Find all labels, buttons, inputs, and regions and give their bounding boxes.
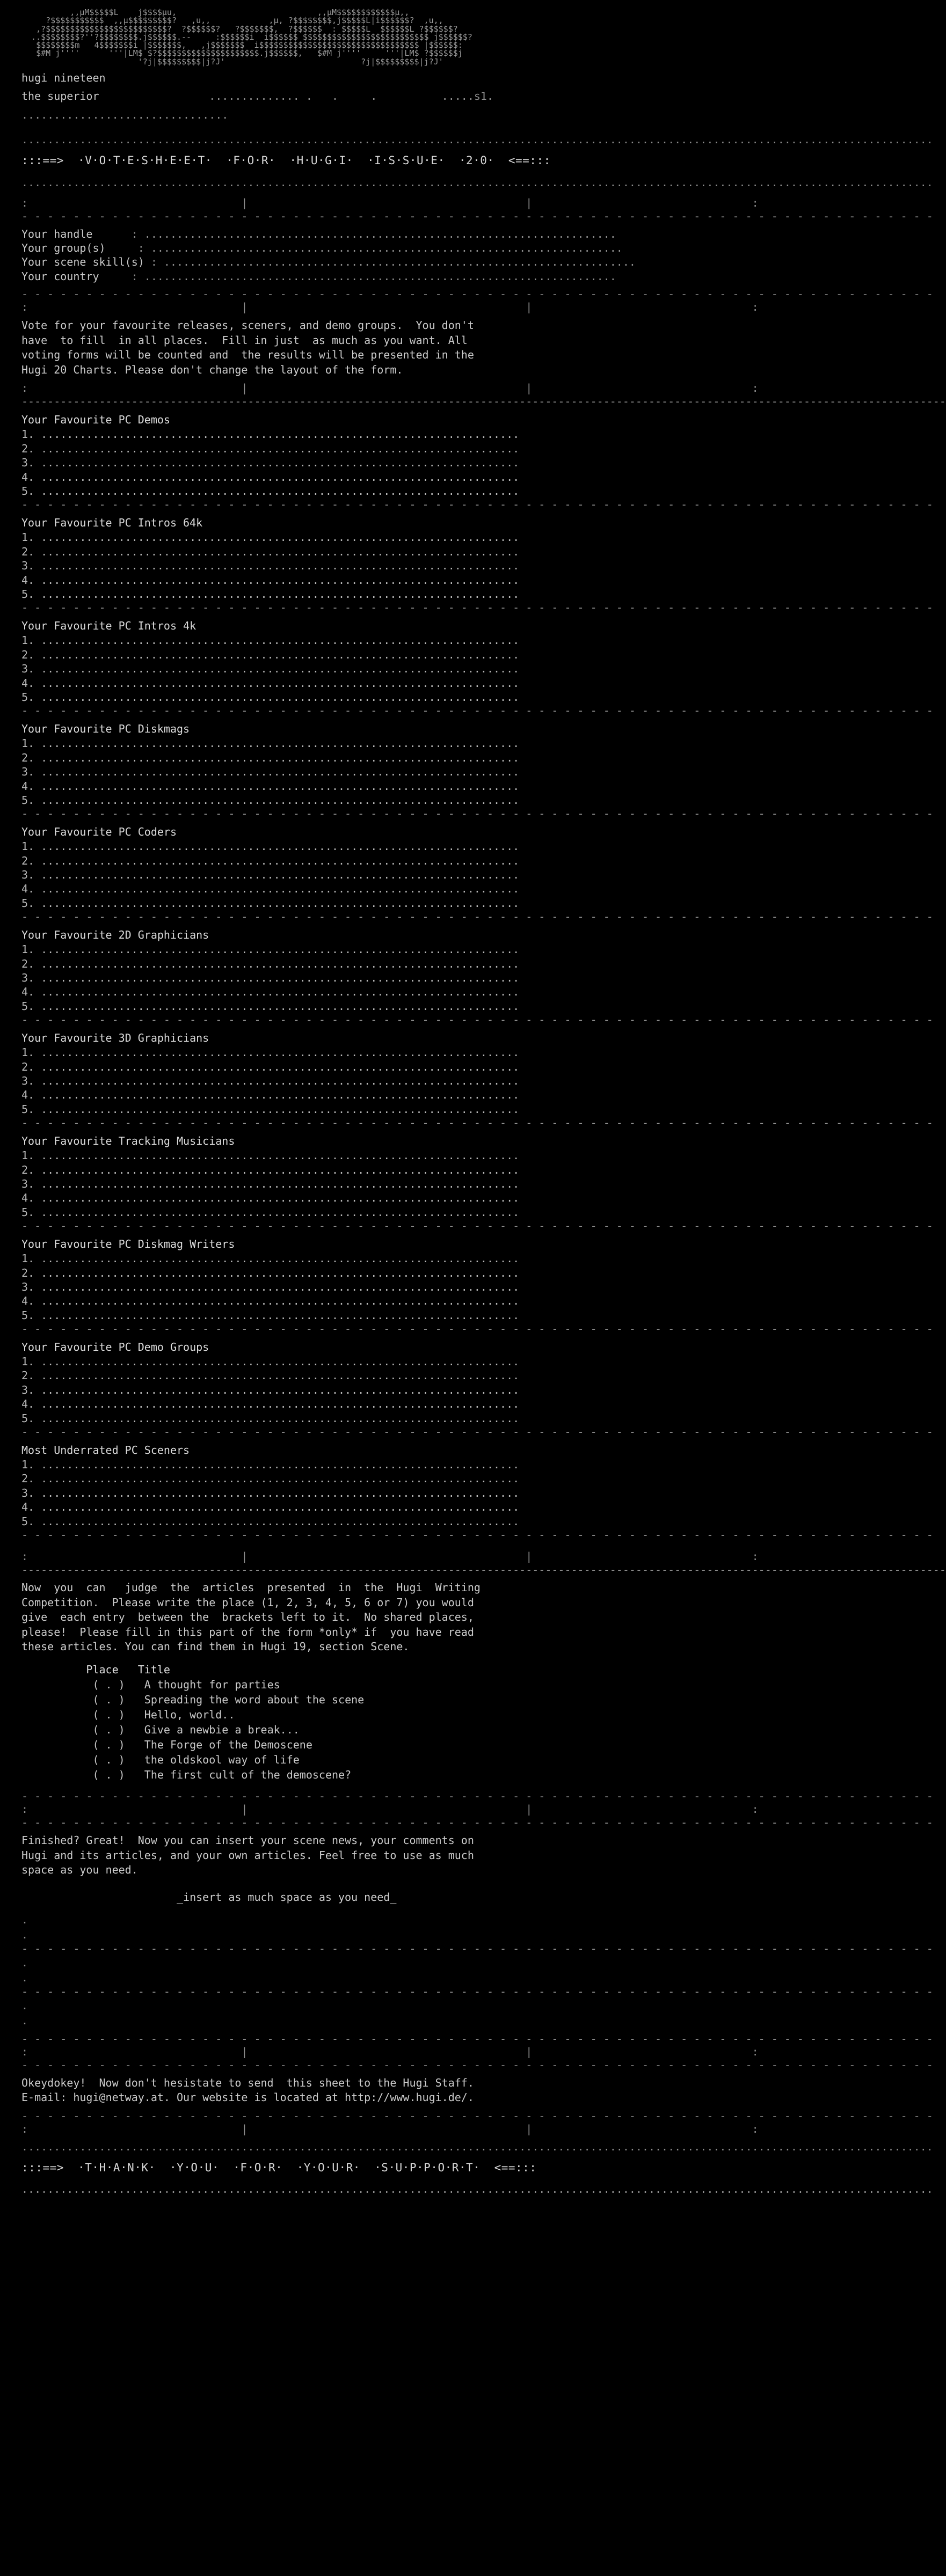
vote-category-title: Your Favourite PC Diskmags (21, 722, 190, 736)
free-space-line[interactable]: . (21, 1971, 28, 1984)
field-input[interactable]: : ......................................................................... (131, 269, 616, 283)
vote-entry-list (0, 427, 773, 498)
vote-category-separator: - - - - - - - - - - - - - - - - - - - - - - - - - - - - - - - - - - - - - - - - - - - - - - - - - - - - - - - - - - - - - - - - - - - - - - - (21, 1528, 933, 1541)
vote-entry-list (0, 1252, 773, 1322)
field-input[interactable]: : ......................................................................... (131, 227, 616, 240)
field-label: Your scene skill(s) (21, 255, 144, 269)
vote-entry-field[interactable]: 5. .......................................................................... (21, 588, 520, 601)
articles-rule-bottom: - - - - - - - - - - - - - - - - - - - - - - - - - - - - - - - - - - - - - - - - - - - - - - - - - - - - - - - - - - - - - - - - - - - - - - - (21, 1789, 933, 1803)
vote-entry-field[interactable]: 2. .......................................................................... (21, 751, 520, 764)
vote-entry-field[interactable]: 3. .......................................................................... (21, 1177, 520, 1190)
vote-entry-field[interactable]: 1. .......................................................................... (21, 1046, 520, 1059)
free-space-separator: - - - - - - - - - - - - - - - - - - - - - - - - - - - - - - - - - - - - - - - - - - - - - - - - - - - - - - - - - - - - - - - - - - - - - - - (21, 1985, 933, 1998)
article-vote-row[interactable] (0, 1767, 773, 1782)
articles-box-top: : | | : (21, 1549, 759, 1563)
article-place-input[interactable]: ( . ) (92, 1768, 125, 1781)
vote-entry-field[interactable]: 4. .......................................................................... (21, 1191, 520, 1205)
vote-category-title: Your Favourite PC Diskmag Writers (21, 1238, 235, 1251)
field-label: Your group(s) (21, 241, 106, 254)
vote-category (0, 1236, 933, 1340)
field-label: Your country (21, 269, 99, 283)
vote-category-title: Your Favourite PC Intros 4k (21, 619, 197, 633)
article-place-input[interactable]: ( . ) (92, 1678, 125, 1691)
vote-category (0, 721, 933, 824)
free-space-separator: - - - - - - - - - - - - - - - - - - - - - - - - - - - - - - - - - - - - - - - - - - - - - - - - - - - - - - - - - - - - - - - - - - - - - - - (21, 1942, 933, 1955)
vote-entry-list (0, 633, 773, 704)
vote-category-separator: - - - - - - - - - - - - - - - - - - - - - - - - - - - - - - - - - - - - - - - - - - - - - - - - - - - - - - - - - - - - - - - - - - - - - - - (21, 1322, 933, 1336)
vote-entry-field[interactable]: 1. .......................................................................... (21, 634, 520, 647)
field-label: Your handle (21, 227, 93, 240)
vote-entry-field[interactable]: 4. .......................................................................... (21, 1294, 520, 1308)
vote-entry-field[interactable]: 5. .......................................................................... (21, 1102, 520, 1116)
article-title: Spreading the word about the scene (144, 1693, 365, 1706)
article-place-input[interactable]: ( . ) (92, 1753, 125, 1766)
vote-category (0, 824, 933, 927)
finish-line: space as you need. (21, 1863, 138, 1877)
vote-category-separator: - - - - - - - - - - - - - - - - - - - - - - - - - - - - - - - - - - - - - - - - - - - - - - - - - - - - - - - - - - - - - - - - - - - - - - - (21, 704, 933, 718)
vote-entry-field[interactable]: 2. .......................................................................... (21, 854, 520, 867)
identity-box-top: : | | : (21, 196, 759, 209)
logo-subtitle-line1: hugi nineteen (21, 71, 106, 85)
vote-entry-field[interactable]: 3. .......................................................................... (21, 559, 520, 573)
vote-entry-field[interactable]: 4. .......................................................................... (21, 573, 520, 587)
intro-line: Vote for your favourite releases, sceners, and demo groups. You don't (21, 319, 474, 332)
article-place-input[interactable]: ( . ) (92, 1723, 125, 1736)
vote-entry-field[interactable]: 4. .......................................................................... (21, 1088, 520, 1102)
vote-entry-field[interactable]: 2. .......................................................................... (21, 1369, 520, 1382)
vote-entry-field[interactable]: 5. .......................................................................... (21, 793, 520, 807)
vote-entry-field[interactable]: 1. .......................................................................... (21, 428, 520, 441)
footer-title: :::==> ·T·H·A·N·K· ·Y·O·U· ·F·O·R· ·Y·O·U·R· ·S·U·P·P·O·R·T· <==::: (21, 2161, 537, 2174)
vote-category-separator: - - - - - - - - - - - - - - - - - - - - - - - - - - - - - - - - - - - - - - - - - - - - - - - - - - - - - - - - - - - - - - - - - - - - - - - (21, 1219, 933, 1233)
vote-category-title: Your Favourite Tracking Musicians (21, 1135, 235, 1148)
vote-entry-field[interactable]: 3. .......................................................................... (21, 1383, 520, 1396)
vote-category-title: Your Favourite PC Intros 64k (21, 516, 203, 530)
article-title: The first cult of the demoscene? (144, 1768, 352, 1781)
okey-box-bottom: : | | : (21, 2122, 759, 2135)
articles-box-bottom: : | | : (21, 1802, 759, 1816)
articles-table (0, 1677, 773, 1782)
article-vote-row[interactable] (0, 1707, 773, 1722)
vote-category (0, 1030, 933, 1133)
articles-intro-line: please! Please fill in this part of the form *only* if you have read (21, 1625, 474, 1638)
vote-entry-list (0, 736, 773, 807)
articles-intro-line: give each entry between the brackets left to it. No shared places, (21, 1611, 474, 1624)
okey-line[interactable]: E-mail: hugi@netway.at. Our website is located at http://www.hugi.de/. (21, 2091, 474, 2104)
column-header-place: Place (86, 1663, 119, 1676)
vote-entry-field[interactable]: 5. .......................................................................... (21, 999, 520, 1013)
ascii-logo-art: ,,µM$$$$$L j$$$$µu, ,,µM$$$$$$$$$$$$µ,, ?$$$$$$$$$$$ ,,µ$$$$$$$$$? ,u,, ,µ, ?$$$$$$$$,j$$$$$L|i$$$$$$? ,u,, ,?$$$$$$$$$$$$$$$$$$$$$$$$$? ?$$$$$$? ?$$$$$$$, ?$$$$$$ : $$$$$L $$$$$$L ?$$$$$$? ..$$$$$$$$?''?$$$$$$$$.j$$$$$$.-- :$$$$$$i i$$$$$$ $$$$$$$$$$$$$$$$$$$$$$$$$$ j$$$$$$? $$$$$$$$m 4$$$$$$$i |$$$$$$$, ,j$$$$$$$ i$$$$$$$$$$$$$$$$$$$$$$$$$$$$$$$$$ |$$$$$$: $#M j'''' '''|LM$ $?$$$$$$$$$$$$$$$$$$$$$.j$$$$$$, $#M j'''' '''|LM$ ?$$$$$$j '?j|$$$$$$$$$|j?J' ?j|$$$$$$$$$|j?J' (31, 8, 472, 67)
vote-entry-field[interactable]: 4. .......................................................................... (21, 470, 520, 484)
article-place-input[interactable]: ( . ) (92, 1738, 125, 1751)
vote-entry-field[interactable]: 2. .......................................................................... (21, 545, 520, 558)
vote-category-separator: - - - - - - - - - - - - - - - - - - - - - - - - - - - - - - - - - - - - - - - - - - - - - - - - - - - - - - - - - - - - - - - - - - - - - - - (21, 807, 933, 821)
article-title: The Forge of the Demoscene (144, 1738, 312, 1751)
logo-subtitle-line3: ................................ (21, 108, 229, 121)
field-input[interactable]: : ......................................................................... (150, 255, 636, 269)
articles-intro-line: Now you can judge the articles presented in the Hugi Writing (21, 1580, 481, 1594)
vote-entry-field[interactable]: 1. .......................................................................... (21, 840, 520, 853)
vote-entry-field[interactable]: 1. .......................................................................... (21, 1355, 520, 1368)
vote-entry-field[interactable]: 4. .......................................................................... (21, 1501, 520, 1514)
vote-category-title: Your Favourite 2D Graphicians (21, 928, 209, 942)
column-header-title: Title (137, 1663, 170, 1676)
insert-space-note: _insert as much space as you need_ (176, 1890, 397, 1904)
field-row[interactable] (21, 255, 752, 269)
vote-entry-field[interactable]: 5. .......................................................................... (21, 1514, 520, 1528)
vote-entry-field[interactable]: 3. .......................................................................... (21, 456, 520, 470)
free-space-line[interactable]: . (21, 2014, 28, 2027)
vote-category-title: Your Favourite PC Coders (21, 825, 177, 839)
vote-entry-field[interactable]: 2. .......................................................................... (21, 1472, 520, 1485)
okey-rule-mid: - - - - - - - - - - - - - - - - - - - - - - - - - - - - - - - - - - - - - - - - - - - - - - - - - - - - - - - - - - - - - - - - - - - - - - - (21, 2058, 933, 2072)
identity-rule-top: - - - - - - - - - - - - - - - - - - - - - - - - - - - - - - - - - - - - - - - - - - - - - - - - - - - - - - - - - - - - - - - - - - - - - - - (21, 209, 933, 223)
vote-entry-field[interactable]: 4. .......................................................................... (21, 676, 520, 690)
free-space-line[interactable]: . (21, 1999, 28, 2012)
intro-rule: ----------------------------------------------------------------------------------------------------------------------------------------------- (21, 395, 946, 408)
vote-entry-field[interactable]: 1. .......................................................................... (21, 1458, 520, 1472)
field-input[interactable]: : ......................................................................... (137, 241, 623, 254)
vote-category (0, 618, 933, 721)
article-vote-row[interactable] (0, 1677, 773, 1692)
free-space-line[interactable]: . (21, 1956, 28, 1969)
article-vote-row[interactable] (0, 1692, 773, 1707)
vote-category-separator: - - - - - - - - - - - - - - - - - - - - - - - - - - - - - - - - - - - - - - - - - - - - - - - - - - - - - - - - - - - - - - - - - - - - - - - (21, 601, 933, 614)
footer-rule-bottom: ............................................................................................................................................. (21, 2183, 933, 2196)
free-space-line[interactable]: . (21, 1928, 28, 1941)
okey-rule-top: - - - - - - - - - - - - - - - - - - - - - - - - - - - - - - - - - - - - - - - - - - - - - - - - - - - - - - - - - - - - - - - - - - - - - - - (21, 2032, 933, 2045)
logo-subtitle-left: the superior (21, 90, 99, 103)
vote-entry-field[interactable]: 3. .......................................................................... (21, 868, 520, 882)
vote-entry-field[interactable]: 1. .......................................................................... (21, 1149, 520, 1162)
vote-category-title: Most Underrated PC Sceners (21, 1444, 190, 1457)
articles-intro-line: Competition. Please write the place (1, 2, 3, 4, 5, 6 or 7) you would (21, 1596, 474, 1609)
vote-entry-field[interactable]: 2. .......................................................................... (21, 648, 520, 661)
vote-category (0, 515, 933, 618)
article-title: the oldskool way of life (144, 1753, 300, 1766)
logo-subtitle-line2 (0, 84, 773, 103)
vote-entry-field[interactable]: 3. .......................................................................... (21, 1074, 520, 1087)
vote-entry-field[interactable]: 2. .......................................................................... (21, 1163, 520, 1176)
identity-rule-bottom: - - - - - - - - - - - - - - - - - - - - - - - - - - - - - - - - - - - - - - - - - - - - - - - - - - - - - - - - - - - - - - - - - - - - - - - (21, 288, 933, 301)
vote-entry-field[interactable]: 3. .......................................................................... (21, 1486, 520, 1499)
vote-entry-list (0, 1148, 773, 1219)
free-space-line[interactable]: . (21, 1913, 28, 1926)
articles-table-header (0, 1662, 773, 1677)
vote-entry-field[interactable]: 5. .......................................................................... (21, 1308, 520, 1322)
vote-entry-field[interactable]: 3. .......................................................................... (21, 1280, 520, 1293)
vote-entry-field[interactable]: 5. .......................................................................... (21, 485, 520, 498)
vote-category-separator: - - - - - - - - - - - - - - - - - - - - - - - - - - - - - - - - - - - - - - - - - - - - - - - - - - - - - - - - - - - - - - - - - - - - - - - (21, 910, 933, 924)
vote-entry-field[interactable]: 5. .......................................................................... (21, 1411, 520, 1425)
vote-entry-list (0, 1458, 773, 1528)
vote-category (0, 412, 933, 515)
vote-category-separator: - - - - - - - - - - - - - - - - - - - - - - - - - - - - - - - - - - - - - - - - - - - - - - - - - - - - - - - - - - - - - - - - - - - - - - - (21, 1425, 933, 1439)
vote-entry-field[interactable]: 2. .......................................................................... (21, 442, 520, 455)
vote-category-title: Your Favourite PC Demo Groups (21, 1341, 209, 1354)
vote-entry-field[interactable]: 1. .......................................................................... (21, 1252, 520, 1265)
vote-entry-field[interactable]: 4. .......................................................................... (21, 779, 520, 793)
header-rule-bottom: ............................................................................................................................................. (21, 175, 933, 189)
identity-box-bottom: : | | : (21, 301, 759, 314)
article-title: Hello, world.. (144, 1708, 235, 1721)
vote-entry-field[interactable]: 2. .......................................................................... (21, 1060, 520, 1073)
footer-rule-top: ............................................................................................................................................. (21, 2140, 933, 2153)
vote-entry-field[interactable]: 1. .......................................................................... (21, 737, 520, 750)
vote-entry-list (0, 942, 773, 1013)
okey-box-top: : | | : (21, 2045, 759, 2058)
vote-entry-list (0, 839, 773, 910)
finish-rule-top: - - - - - - - - - - - - - - - - - - - - - - - - - - - - - - - - - - - - - - - - - - - - - - - - - - - - - - - - - - - - - - - - - - - - - - - (21, 1816, 933, 1829)
vote-entry-field[interactable]: 5. .......................................................................... (21, 690, 520, 704)
field-row[interactable] (21, 269, 752, 283)
article-vote-row[interactable] (0, 1722, 773, 1737)
article-title: Give a newbie a break... (144, 1723, 300, 1736)
article-title: A thought for parties (144, 1678, 280, 1691)
article-place-input[interactable]: ( . ) (92, 1693, 125, 1706)
okey-rule-bottom: - - - - - - - - - - - - - - - - - - - - - - - - - - - - - - - - - - - - - - - - - - - - - - - - - - - - - - - - - - - - - - - - - - - - - - - (21, 2109, 933, 2123)
vote-entry-field[interactable]: 2. .......................................................................... (21, 957, 520, 970)
free-space-area[interactable] (0, 1912, 933, 2028)
vote-category-title: Your Favourite PC Demos (21, 413, 170, 427)
vote-entry-list (0, 530, 773, 601)
vote-entry-field[interactable]: 3. .......................................................................... (21, 765, 520, 779)
vote-entry-field[interactable]: 5. .......................................................................... (21, 1205, 520, 1219)
vote-category (0, 1340, 933, 1443)
vote-category-title: Your Favourite 3D Graphicians (21, 1031, 209, 1045)
articles-rule-top: ----------------------------------------------------------------------------------------------------------------------------------------------- (21, 1563, 946, 1576)
okey-line: Okeydokey! Now don't hesistate to send this sheet to the Hugi Staff. (21, 2076, 474, 2089)
vote-entry-field[interactable]: 1. .......................................................................... (21, 531, 520, 544)
vote-entry-field[interactable]: 4. .......................................................................... (21, 985, 520, 999)
vote-category-separator: - - - - - - - - - - - - - - - - - - - - - - - - - - - - - - - - - - - - - - - - - - - - - - - - - - - - - - - - - - - - - - - - - - - - - - - (21, 498, 933, 511)
article-place-input[interactable]: ( . ) (92, 1708, 125, 1721)
finish-line: Finished? Great! Now you can insert your scene news, your comments on (21, 1833, 474, 1847)
vote-categories (0, 412, 933, 1545)
finish-line: Hugi and its articles, and your own articles. Feel free to use as much (21, 1848, 474, 1862)
vote-category (0, 927, 933, 1030)
logo-subtitle-right: .............. . . . .....s1. (209, 90, 494, 103)
intro-line: voting forms will be counted and the results will be presented in the (21, 348, 474, 362)
vote-entry-field[interactable]: 5. .......................................................................... (21, 896, 520, 910)
vote-entry-field[interactable]: 3. .......................................................................... (21, 662, 520, 676)
intro-box-bottom: : | | : (21, 382, 759, 395)
vote-entry-field[interactable]: 1. .......................................................................... (21, 943, 520, 956)
field-row[interactable] (21, 241, 752, 255)
articles-intro-line: these articles. You can find them in Hugi 19, section Scene. (21, 1640, 410, 1653)
vote-entry-field[interactable]: 2. .......................................................................... (21, 1266, 520, 1279)
article-vote-row[interactable] (0, 1737, 773, 1752)
vote-category-separator: - - - - - - - - - - - - - - - - - - - - - - - - - - - - - - - - - - - - - - - - - - - - - - - - - - - - - - - - - - - - - - - - - - - - - - - (21, 1116, 933, 1130)
vote-category (0, 1133, 933, 1236)
page-title: :::==> ·V·O·T·E·S·H·E·E·T· ·F·O·R· ·H·U·G·I· ·I·S·S·U·E· ·2·0· <==::: (21, 154, 551, 167)
vote-entry-field[interactable]: 4. .......................................................................... (21, 882, 520, 896)
vote-entry-field[interactable]: 4. .......................................................................... (21, 1397, 520, 1411)
intro-line: have to fill in all places. Fill in just as much as you want. All (21, 333, 468, 347)
identity-fields (0, 227, 773, 284)
vote-entry-list (0, 1045, 773, 1116)
vote-category-separator: - - - - - - - - - - - - - - - - - - - - - - - - - - - - - - - - - - - - - - - - - - - - - - - - - - - - - - - - - - - - - - - - - - - - - - - (21, 1013, 933, 1027)
intro-line: Hugi 20 Charts. Please don't change the layout of the form. (21, 363, 403, 376)
article-vote-row[interactable] (0, 1752, 773, 1767)
header-rule-top: ............................................................................................................................................. (21, 133, 933, 147)
vote-entry-field[interactable]: 3. .......................................................................... (21, 971, 520, 985)
field-row[interactable] (21, 227, 752, 241)
vote-category (0, 1443, 933, 1546)
vote-entry-list (0, 1355, 773, 1425)
